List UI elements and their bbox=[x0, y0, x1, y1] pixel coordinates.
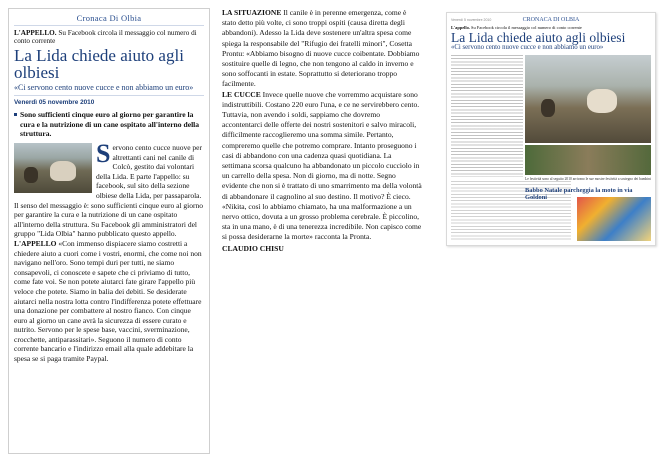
kicker-label: L'APPELLO. bbox=[14, 29, 57, 37]
article-lead: Sono sufficienti cinque euro al giorno per garantire la cura e la nutrizione di un cane ospitato all'interno della struttura. bbox=[14, 110, 204, 138]
article-subtitle: «Ci servono cento nuove cucce e non abbiamo un euro» bbox=[14, 83, 204, 96]
kicker bbox=[14, 29, 204, 45]
article-photo bbox=[14, 143, 92, 193]
newspaper-page-thumbnail[interactable] bbox=[446, 12, 656, 246]
thumbnail-dog-shape-dark bbox=[541, 99, 555, 117]
paragraph-3: Il canile è in perenne emergenza, come è stato detto più volte, ci sono troppi ospiti (causa diretta degli abbandoni). Adesso la Lida deve sostenere un'altra spesa come spiega la responsabile del "Rifugio dei fratelli minori", Cosetta Prontu: «Abbiamo bisogno di nuove cucce coibentate. Dobbiamo sostituire quelle di legno, che non tengono al caldo in inverno e sono soffocanti in estate. Soprattutto si deteriorano troppo facilmente. bbox=[222, 8, 420, 89]
paragraph-1: ervono cento cucce nuove per altrettanti cani nel canile di Colcò, gestito dai volontari della Lida. E parte l'appello: su facebook, sul sito della sezione olbiese della Lida, per passaparola. Il senso del messaggio è: sono sufficienti cinque euro al giorno per garantire la cura e la nutrizione di un cane ospitato all'interno della struttura. Su Facebook gli amministratori del gruppo "Lida Olbia" hanno pubblicato questo appello. bbox=[14, 143, 203, 239]
kicker-text: Su Facebook circola il messaggio col numero di conto corrente bbox=[14, 29, 197, 46]
article-right-column bbox=[222, 8, 422, 454]
thumbnail-section: CRONACA DI OLBIA bbox=[522, 17, 580, 23]
article-title: La Lida chiede aiuto agli olbiesi bbox=[14, 46, 184, 83]
dog-shape bbox=[50, 161, 76, 181]
thumbnail-text-block bbox=[451, 55, 523, 177]
paragraph-4-label: LE CUCCE bbox=[222, 89, 261, 99]
paragraph-2: «Con immenso dispiacere siamo costretti a chiedere aiuto a cuori come i vostri, enormi, che come noi non navigano nell'oro. Sono tempi duri per tutti, ne siamo consapevoli, ci conoscete e sapete che ci priviamo di tutto, come fate voi. Se non potete aiutarci fate girare l'appello più veloce che potete. Siamo in balia dei debiti. Se desiderate aiutarci nella nostra lotta contro l'indifferenza potete effettuare una donazione per combattere al nostro fianco. Con cinque euro al giorno un cane avrà la sicurezza di essere curato e nutrito. Servono per le spese base, vaccini, sverminazione, crocchette, antiparassitari». Seguono il numero di conto corrente bancario e l'indirizzo email alla quale addebitare la spesa se si paga tramite Paypal. bbox=[14, 238, 202, 364]
thumbnail-kicker-text: Su Facebook circola il messaggio col numero di conto corrente bbox=[469, 25, 582, 30]
thumbnail-dog-shape bbox=[587, 89, 617, 113]
thumbnail-subtitle: «Ci servono cento nuove cucce e non abbiamo un euro» bbox=[451, 44, 604, 51]
thumbnail-photo-children bbox=[577, 197, 651, 241]
thumbnail-headline-2: Babbo Natale parcheggia la moto in via Goldoni bbox=[525, 187, 633, 201]
article-left-column bbox=[8, 8, 210, 454]
thumbnail-caption: Le festività sono al seguito 2010 arrivano le sue mostre festività a sostegno dei bambini bbox=[525, 177, 651, 181]
paragraph-3-label: LA SITUAZIONE bbox=[222, 8, 282, 17]
dropcap: S bbox=[96, 139, 111, 169]
thumbnail-kicker-label: L'appello. bbox=[451, 25, 470, 30]
article-body-right bbox=[222, 8, 422, 243]
byline: CLAUDIO CHISU bbox=[222, 243, 284, 253]
article-date: Venerdì 05 novembre 2010 bbox=[14, 99, 95, 107]
thumbnail-date: Venerdì 5 novembre 2010 bbox=[451, 18, 492, 22]
thumbnail-title: La Lida chiede aiuto agli olbiesi bbox=[451, 30, 626, 45]
section-header: Cronaca Di Olbia bbox=[14, 13, 204, 26]
thumbnail-photo-dogs bbox=[525, 55, 651, 143]
thumbnail-photo-strip bbox=[525, 145, 651, 175]
article-body-left bbox=[14, 139, 204, 364]
paragraph-4: Invece quelle nuove che vorremmo acquistare sono indistruttibili. Costano 220 euro l'una, e ce ne servirebbero cento. Tuttavia, non avendo i soldi, sappiamo che dovremo accontentarci delle offerte dei nostri sostenitori e salvo miracoli, difficilmente raccoglieremo una somma simile. Pertanto, compreremo quelle che potremo comprare. Intanto proseguono i casi di abbandono con una cadenza quasi quotidiana. La settimana scorsa qualcuno ha abbandonato un piccolo cucciolo in un carrello della spesa. Non di giorno, ma di notte. Segno evidente che non si è trattato di uno smarrimento ma della volontà di abbandonare il cagnolino al suo destino. Il motivo? È cieco. «Nikita, così lo abbiamo chiamato, ha una malformazione a un nervo ottico, dovuta a un grosso problema cerebrale. È piccolino, sta in una mano, è di una tenerezza incredibile. Non capisco come si possa desiderarne la morte» racconta la Pronta. bbox=[222, 89, 422, 242]
paragraph-2-label: L'APPELLO bbox=[14, 238, 57, 248]
dog-shape-dark bbox=[24, 167, 38, 183]
